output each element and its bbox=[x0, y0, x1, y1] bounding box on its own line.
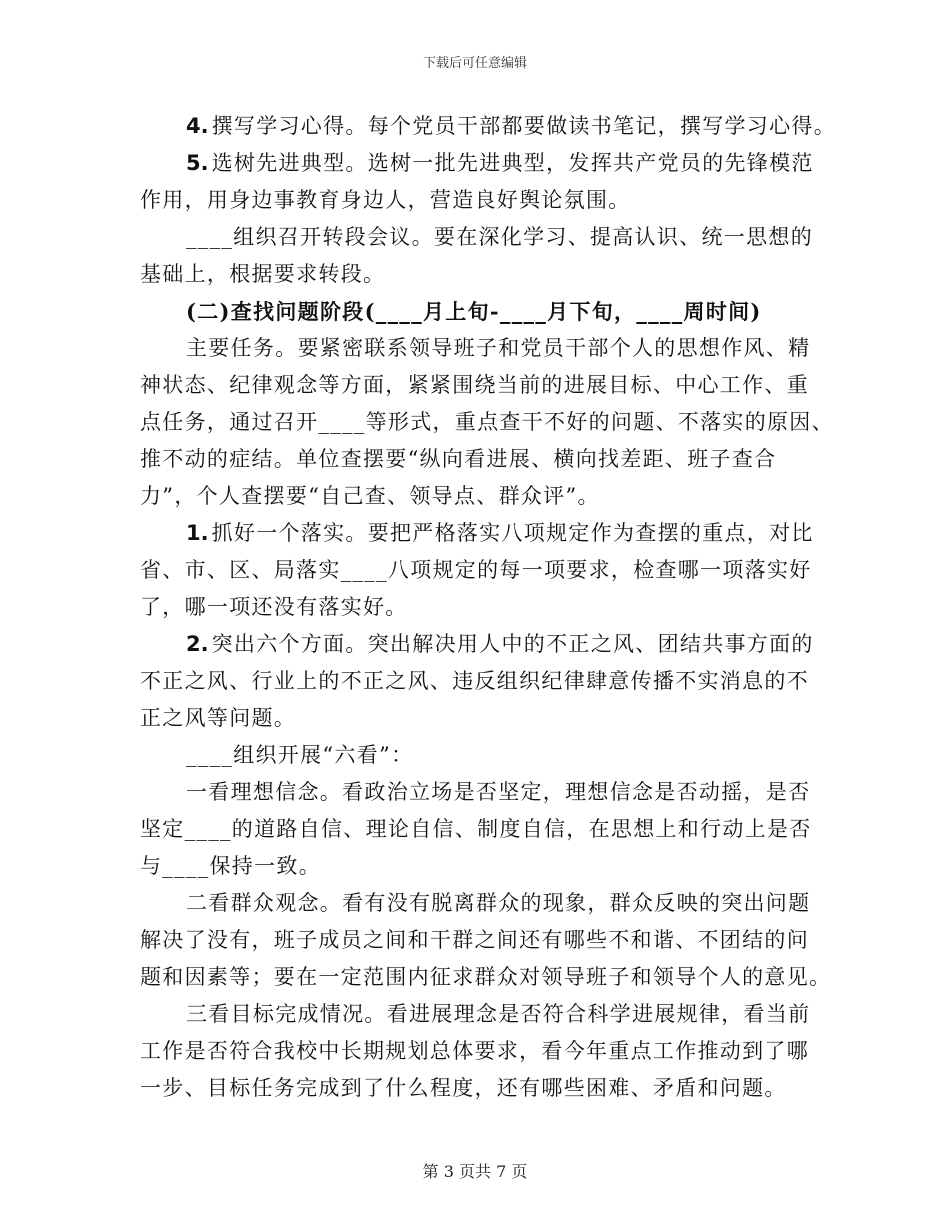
line-text: 神状态、纪律观念等方面，紧紧围绕当前的进展目标、中心工作、重 bbox=[140, 373, 809, 397]
line-text: 突出六个方面。突出解决用人中的不正之风、团结共事方面的 bbox=[211, 632, 814, 656]
item-number: 4. bbox=[186, 114, 209, 138]
text-line bbox=[140, 404, 834, 441]
text-line bbox=[140, 367, 820, 404]
item-number: 2. bbox=[186, 632, 209, 656]
line-text: 推不动的症结。单位查摆要“纵向看进展、横向找差距、班子查合 bbox=[140, 447, 777, 471]
page-header: 下载后可任意编辑 bbox=[422, 56, 527, 71]
text-line bbox=[140, 737, 820, 774]
text-line bbox=[140, 922, 820, 959]
line-text: 三看目标完成情况。看进展理念是否符合科学进展规律，看当前 bbox=[186, 1002, 811, 1026]
line-text: 撰写学习心得。每个党员干部都要做读书笔记，撰写学习心得。 bbox=[211, 114, 836, 138]
text-line bbox=[140, 441, 820, 478]
text-line bbox=[140, 515, 820, 552]
text-line bbox=[140, 219, 820, 256]
text-line bbox=[140, 552, 820, 589]
line-text: 省、市、区、局落实____八项规定的每一项要求，检查哪一项落实好 bbox=[140, 558, 812, 582]
line-text: 不正之风、行业上的不正之风、违反组织纪律肆意传播不实消息的不 bbox=[140, 669, 809, 693]
line-text: 主要任务。要紧密联系领导班子和党员干部个人的思想作风、精 bbox=[186, 336, 811, 360]
line-text: 点任务，通过召开____等形式，重点查干不好的问题、不落实的原因、 bbox=[140, 410, 834, 434]
text-line bbox=[140, 848, 820, 885]
text-line bbox=[140, 182, 820, 219]
text-line bbox=[140, 1033, 820, 1070]
text-line bbox=[140, 700, 820, 737]
text-line bbox=[140, 663, 820, 700]
line-text: 了，哪一项还没有落实好。 bbox=[140, 595, 408, 619]
text-line bbox=[140, 589, 820, 626]
text-line bbox=[140, 256, 820, 293]
text-line bbox=[140, 330, 820, 367]
line-text: 基础上，根据要求转段。 bbox=[140, 262, 386, 286]
line-text: ____组织召开转段会议。要在深化学习、提高认识、统一思想的 bbox=[186, 225, 813, 249]
page-footer: 第 3 页共 7 页 bbox=[422, 1162, 528, 1181]
text-line bbox=[140, 959, 832, 996]
line-text: 与____保持一致。 bbox=[140, 854, 321, 878]
line-text: ____组织开展“六看”： bbox=[186, 743, 414, 767]
text-line bbox=[140, 145, 820, 182]
line-text: 二看群众观念。看有没有脱离群众的现象，群众反映的突出问题 bbox=[186, 891, 811, 915]
document-body bbox=[140, 108, 836, 1107]
line-text: 抓好一个落实。要把严格落实八项规定作为查摆的重点，对比 bbox=[211, 521, 814, 545]
item-number: 5. bbox=[186, 151, 209, 175]
line-text: 一步、目标任务完成到了什么程度，还有哪些困难、矛盾和问题。 bbox=[140, 1076, 787, 1100]
line-text: 选树先进典型。选树一批先进典型，发挥共产党员的先锋模范 bbox=[211, 151, 814, 175]
line-text: 工作是否符合我校中长期规划总体要求，看今年重点工作推动到了哪 bbox=[140, 1039, 809, 1063]
line-text: 作用，用身边事教育身边人，营造良好舆论氛围。 bbox=[140, 188, 631, 212]
text-line bbox=[140, 885, 820, 922]
item-number: 1. bbox=[186, 521, 209, 545]
text-line bbox=[140, 108, 836, 145]
text-line bbox=[140, 774, 820, 811]
line-text: 一看理想信念。看政治立场是否坚定，理想信念是否动摇，是否 bbox=[186, 780, 811, 804]
text-line bbox=[140, 996, 820, 1033]
line-text: 题和因素等；要在一定范围内征求群众对领导班子和领导个人的意见。 bbox=[140, 965, 832, 989]
line-text: 坚定____的道路自信、理论自信、制度自信，在思想上和行动上是否 bbox=[140, 817, 812, 841]
text-line bbox=[140, 1070, 820, 1107]
text-line bbox=[140, 811, 820, 848]
line-text: 正之风等问题。 bbox=[140, 706, 297, 730]
section-heading bbox=[140, 293, 820, 330]
text-line bbox=[140, 478, 820, 515]
text-line bbox=[140, 626, 820, 663]
line-text: (二)查找问题阶段(____月上旬-____月下旬，____周时间) bbox=[186, 299, 762, 324]
line-text: 解决了没有，班子成员之间和干群之间还有哪些不和谐、不团结的问 bbox=[140, 928, 809, 952]
line-text: 力”，个人查摆要“自己查、领导点、群众评”。 bbox=[140, 484, 600, 508]
